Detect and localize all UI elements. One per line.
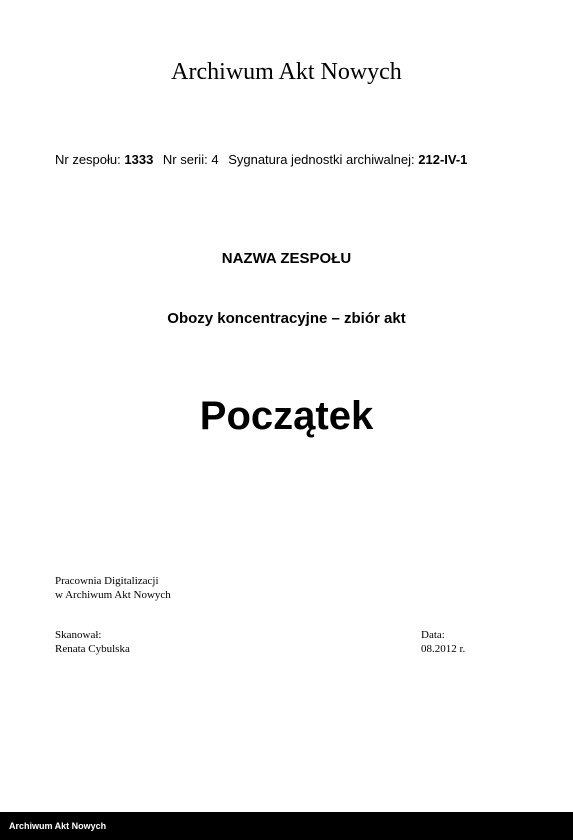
date-label: Data: (421, 629, 445, 641)
digitization-workshop (55, 574, 171, 602)
scanned-by-block (55, 628, 130, 656)
workshop-line-2: w Archiwum Akt Nowych (55, 589, 171, 601)
series-number: 4 (211, 152, 219, 167)
signature-value: 212-IV-1 (418, 152, 468, 167)
fond-number-label: Nr zespołu: (55, 152, 121, 167)
main-title: Początek (199, 394, 374, 438)
fond-number: 1333 (124, 152, 154, 167)
scanned-by-name: Renata Cybulska (55, 643, 130, 655)
reference-line (55, 152, 467, 168)
series-number-label: Nr serii: (162, 152, 208, 167)
fond-name: Obozy koncentracyjne – zbiór akt (167, 310, 406, 327)
signature-label: Sygnatura jednostki archiwalnej: (228, 152, 415, 167)
fond-heading: NAZWA ZESPOŁU (221, 250, 352, 267)
footer-archive-name: Archiwum Akt Nowych (9, 821, 107, 831)
archive-title: Archiwum Akt Nowych (171, 59, 402, 85)
footer-bar (0, 812, 573, 840)
date-block (421, 628, 465, 656)
scanned-by-label: Skanował: (55, 629, 102, 641)
date-value: 08.2012 r. (421, 643, 466, 655)
workshop-line-1: Pracownia Digitalizacji (55, 575, 159, 587)
